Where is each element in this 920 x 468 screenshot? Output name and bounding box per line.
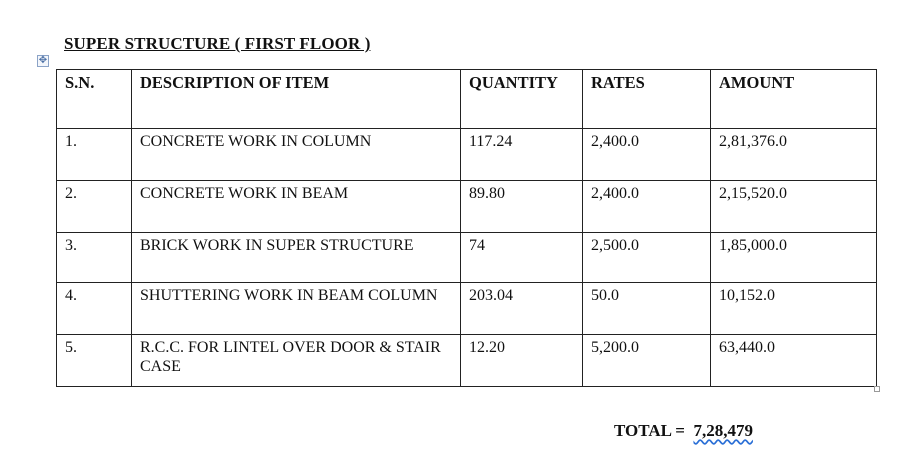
cell-amount: 63,440.0 — [711, 335, 877, 387]
page-title: SUPER STRUCTURE ( FIRST FLOOR ) — [64, 34, 371, 53]
table-row — [57, 335, 877, 387]
cell-rate: 2,400.0 — [583, 129, 711, 181]
table-row — [57, 283, 877, 335]
cell-description: SHUTTERING WORK IN BEAM COLUMN — [132, 283, 461, 335]
cell-amount: 2,81,376.0 — [711, 129, 877, 181]
cell-amount: 1,85,000.0 — [711, 233, 877, 283]
cell-amount: 2,15,520.0 — [711, 181, 877, 233]
structure-table — [56, 69, 877, 387]
table-row — [57, 129, 877, 181]
cell-rate: 50.0 — [583, 283, 711, 335]
table-header-row — [57, 70, 877, 129]
cell-quantity: 12.20 — [461, 335, 583, 387]
column-header-description: DESCRIPTION OF ITEM — [132, 70, 461, 129]
cell-rate: 2,400.0 — [583, 181, 711, 233]
cell-sn: 1. — [57, 129, 132, 181]
column-header-amount: AMOUNT — [711, 70, 877, 129]
cell-quantity: 117.24 — [461, 129, 583, 181]
cell-rate: 2,500.0 — [583, 233, 711, 283]
cell-sn: 5. — [57, 335, 132, 387]
cell-description: CONCRETE WORK IN COLUMN — [132, 129, 461, 181]
cell-description: CONCRETE WORK IN BEAM — [132, 181, 461, 233]
total-label: TOTAL = — [614, 421, 694, 440]
cell-quantity: 89.80 — [461, 181, 583, 233]
column-header-sn: S.N. — [57, 70, 132, 129]
table-move-handle-icon[interactable]: ✥ — [38, 55, 48, 66]
column-header-quantity: QUANTITY — [461, 70, 583, 129]
cell-description: R.C.C. FOR LINTEL OVER DOOR & STAIR CASE — [132, 335, 461, 387]
cell-quantity: 203.04 — [461, 283, 583, 335]
table-row — [57, 233, 877, 283]
column-header-rates: RATES — [583, 70, 711, 129]
cell-description: BRICK WORK IN SUPER STRUCTURE — [132, 233, 461, 283]
cell-sn: 4. — [57, 283, 132, 335]
table-resize-handle[interactable] — [874, 386, 880, 392]
table-row — [57, 181, 877, 233]
total-value: 7,28,479 — [693, 421, 753, 440]
cell-sn: 3. — [57, 233, 132, 283]
cell-sn: 2. — [57, 181, 132, 233]
total-line — [614, 421, 753, 441]
cell-rate: 5,200.0 — [583, 335, 711, 387]
cell-amount: 10,152.0 — [711, 283, 877, 335]
cell-quantity: 74 — [461, 233, 583, 283]
